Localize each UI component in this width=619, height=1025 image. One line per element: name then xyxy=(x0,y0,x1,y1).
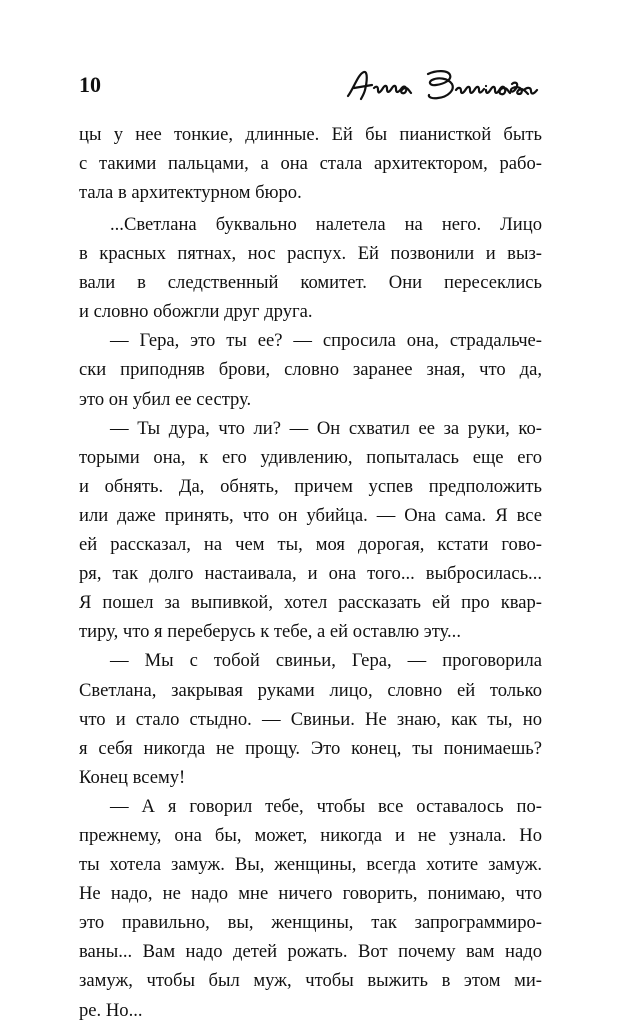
text-line: Не надо, не надо мне ничего говорить, понимаю, что xyxy=(79,883,542,905)
text-line: Я пошел за выпивкой, хотел рассказать ей про квар- xyxy=(79,592,542,614)
text-line: цы у нее тонкие, длинные. Ей бы пианисткой быть xyxy=(79,124,542,145)
text-line: с такими пальцами, а она стала архитектором, рабо- xyxy=(79,153,542,175)
author-signature-graphic xyxy=(340,66,545,106)
text-line: ей рассказал, на чем ты, моя дорогая, кстати гово- xyxy=(79,534,542,556)
text-line: тала в архитектурном бюро. xyxy=(79,182,302,204)
text-line: я себя никогда не прощу. Это конец, ты понимаешь? xyxy=(79,737,542,759)
text-line: ваны... Вам надо детей рожать. Вот почему вам надо xyxy=(79,941,542,963)
text-line: ...Светлана буквально налетела на него. Лицо xyxy=(110,214,542,235)
text-line: это правильно, вы, женщины, так запрограммиро- xyxy=(79,912,542,934)
text-line: торыми она, к его удивлению, попыталась еще его xyxy=(79,446,542,468)
text-line: тиру, что я переберусь к тебе, а ей оставлю эту... xyxy=(79,621,461,643)
author-name-logo xyxy=(340,66,545,106)
text-line: это он убил ее сестру. xyxy=(79,388,252,410)
text-line: ря, так долго настаивала, и она того... выбросилась... xyxy=(79,563,542,585)
text-line: — Ты дура, что ли? — Он схватил ее за руки, ко- xyxy=(110,417,542,439)
text-line: — Гера, это ты ее? — спросила она, страдальче- xyxy=(110,330,542,352)
text-line: и словно обожгли друг друга. xyxy=(79,301,313,323)
text-line: Светлана, закрывая руками лицо, словно ей только xyxy=(79,679,542,701)
main-text-section xyxy=(79,210,542,1025)
text-line: ре. Но... xyxy=(79,999,143,1021)
text-line: — А я говорил тебе, чтобы все оставалось по- xyxy=(110,795,542,817)
page-number: 10 xyxy=(79,72,101,97)
text-line: прежнему, она бы, может, никогда и не узнала. Но xyxy=(79,824,542,846)
text-line: в красных пятнах, нос распух. Ей позвонили и выз- xyxy=(79,243,542,265)
text-line: что и стало стыдно. — Свиньи. Не знаю, как ты, но xyxy=(79,708,542,730)
text-line: ски приподняв брови, словно заранее зная, что да, xyxy=(79,359,542,381)
text-line: ты хотела замуж. Вы, женщины, всегда хотите замуж. xyxy=(79,854,542,876)
text-line: замуж, чтобы был муж, чтобы выжить в этом ми- xyxy=(79,970,542,992)
text-line: — Мы с тобой свиньи, Гера, — проговорила xyxy=(110,650,542,672)
text-line: или даже принять, что он убийца. — Она сама. Я все xyxy=(79,504,542,526)
text-line: вали в следственный комитет. Они пересеклись xyxy=(79,272,542,294)
paragraph-continuation xyxy=(79,120,542,207)
text-line: Конец всему! xyxy=(79,766,186,788)
text-line: и обнять. Да, обнять, причем успев предположить xyxy=(79,475,542,497)
